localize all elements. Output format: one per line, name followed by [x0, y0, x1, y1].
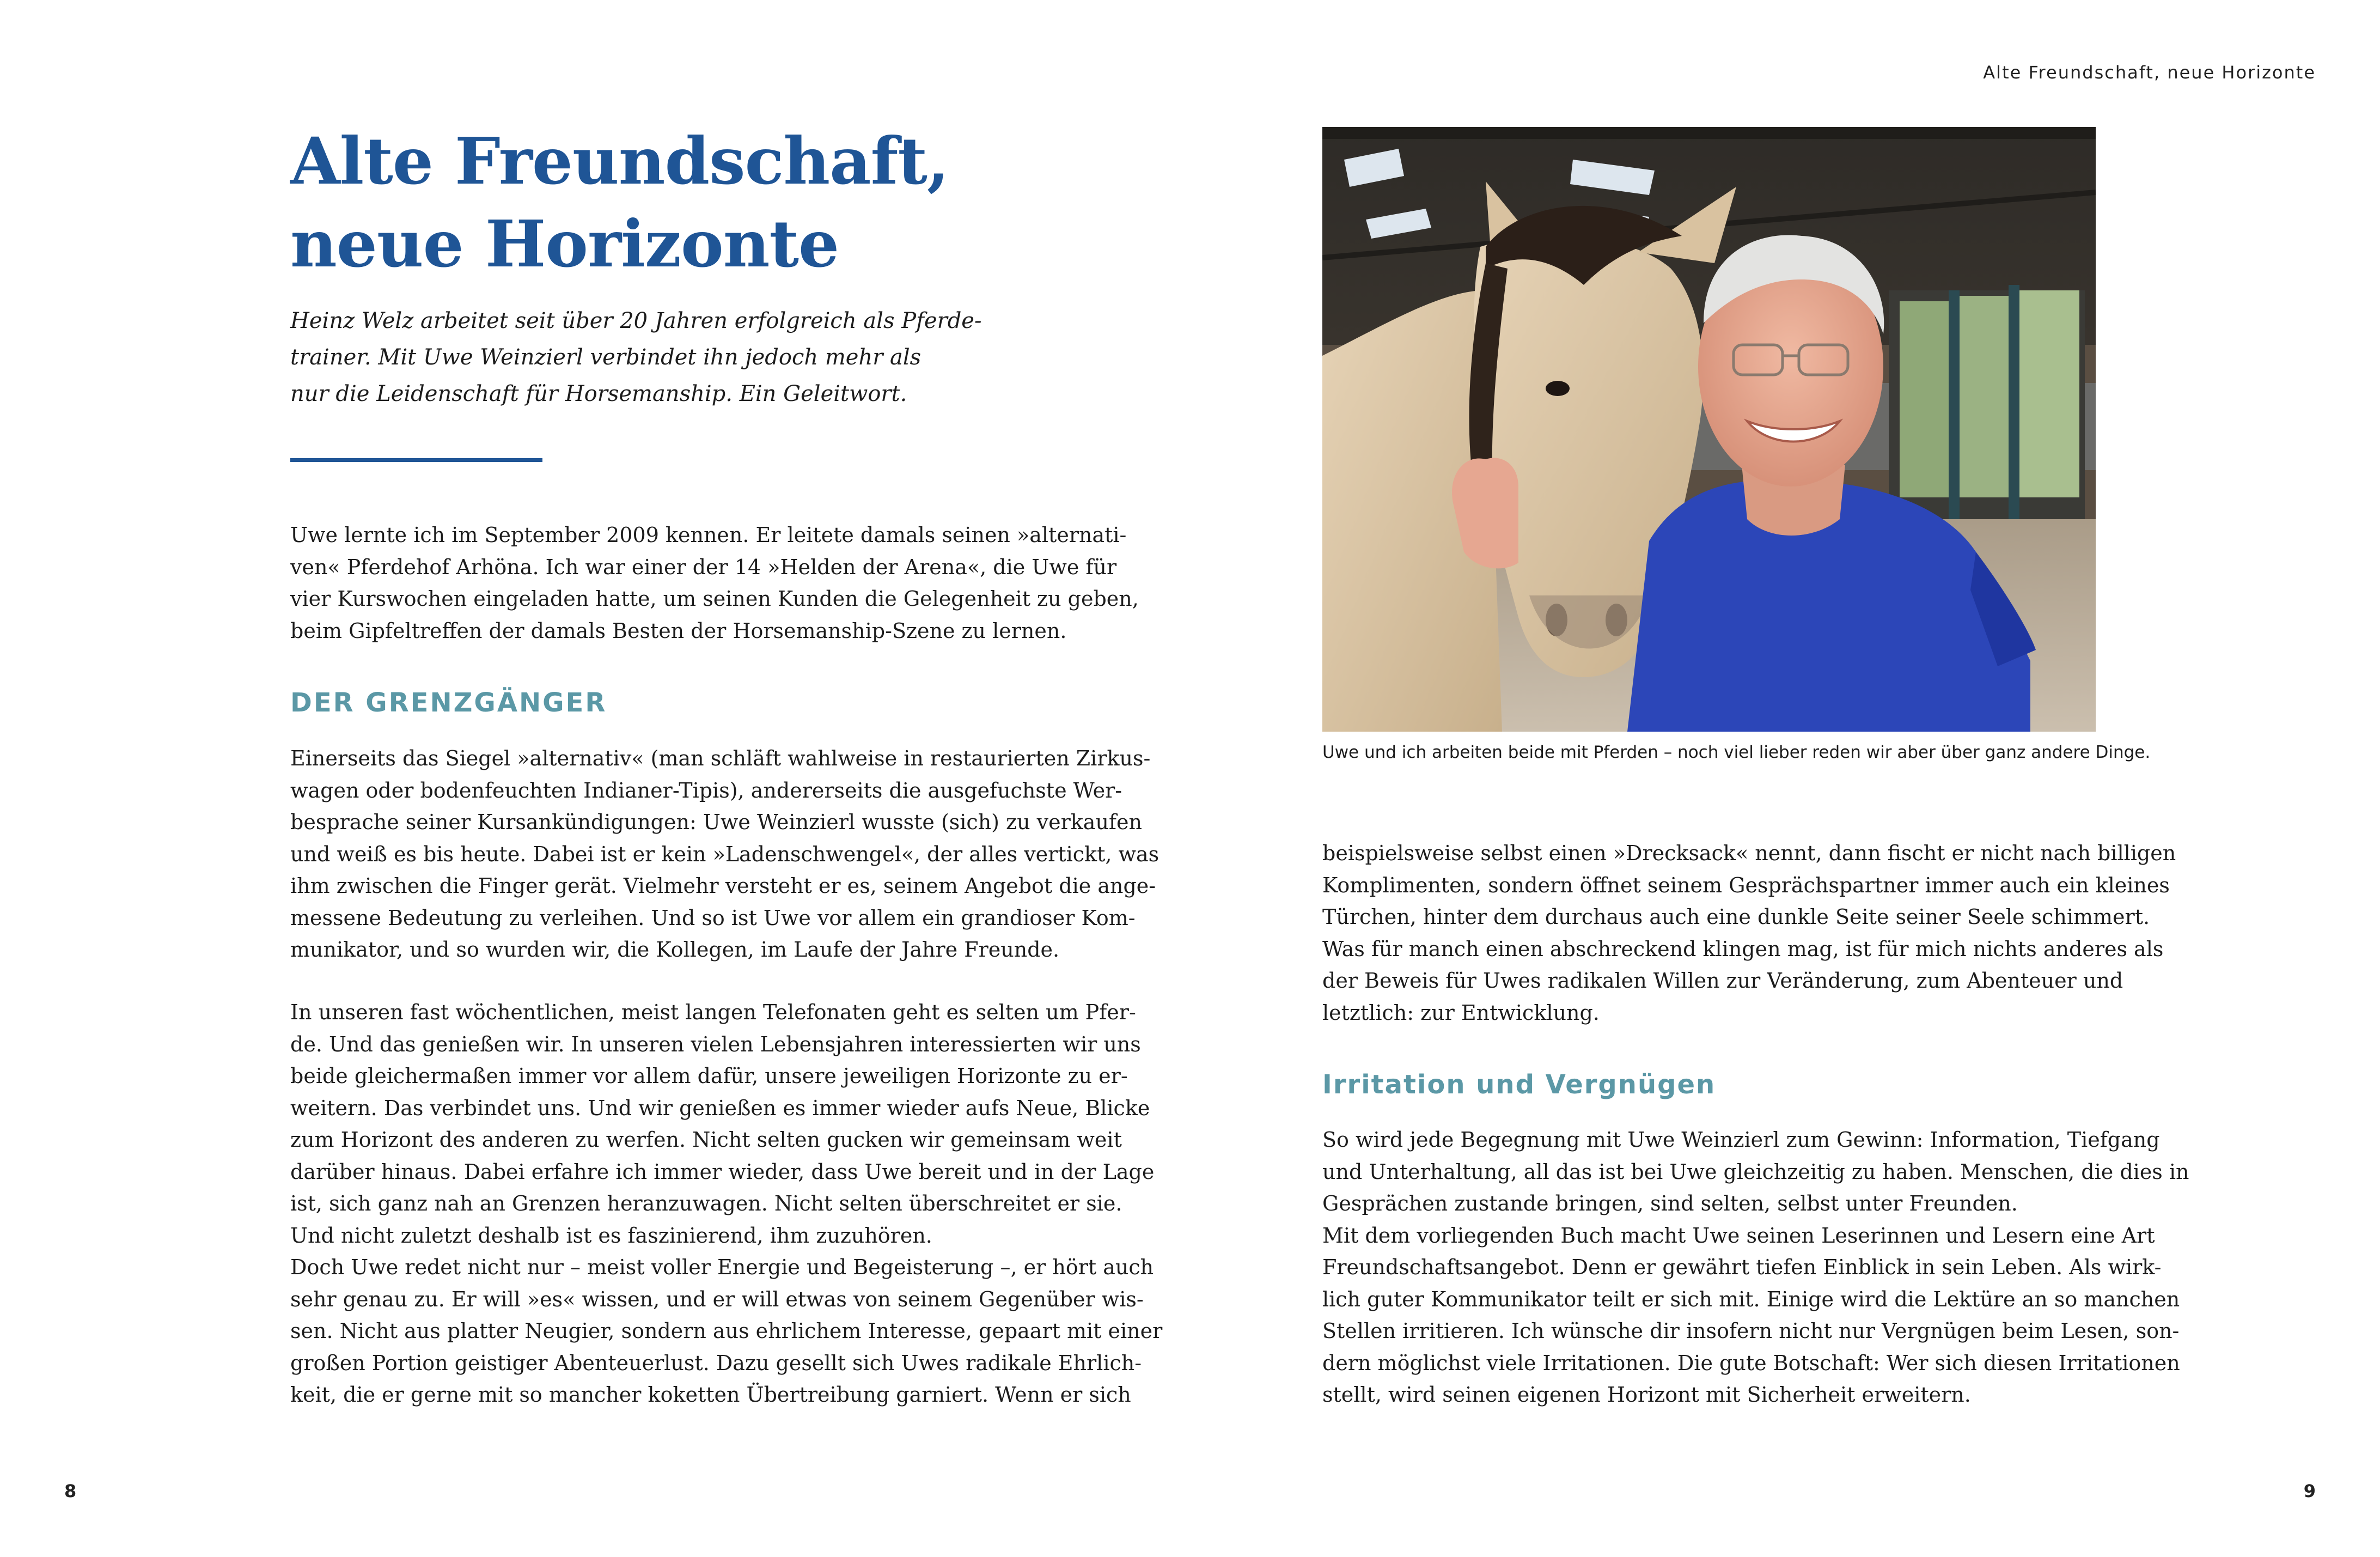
text-line: sen. Nicht aus platter Neugier, sondern aus ehrlichem Interesse, gepaart mit einer	[290, 1319, 1163, 1343]
text-line: und weiß es bis heute. Dabei ist er kein »Ladenschwengel«, der alles vertickt, was	[290, 842, 1160, 866]
text-line: der Beweis für Uwes radikalen Willen zur Veränderung, zum Abenteuer und	[1322, 969, 2123, 993]
text-line: ven« Pferdehof Arhöna. Ich war einer der 14 »Helden der Arena«, die Uwe für	[290, 555, 1117, 579]
page-number-left: 8	[64, 1481, 77, 1501]
text-line: Komplimenten, sondern öffnet seinem Gesprächspartner immer auch ein kleines	[1322, 873, 2170, 897]
right-paragraph-1-block	[1322, 837, 2176, 1029]
text-line: sehr genau zu. Er will »es« wissen, und er will etwas von seinem Gegenüber wis-	[290, 1287, 1144, 1311]
section2-paragraph-block	[1322, 1124, 2189, 1411]
section1-paragraph-2-block	[290, 996, 1163, 1411]
text-line: letztlich: zur Entwicklung.	[1322, 1000, 1600, 1025]
text-line: Einerseits das Siegel »alternativ« (man schläft wahlweise in restaurierten Zirkus-	[290, 746, 1151, 770]
section-heading-irritation: Irritation und Vergnügen	[1322, 1069, 1716, 1100]
lead-line: trainer. Mit Uwe Weinzierl verbindet ihn jedoch mehr als	[290, 345, 922, 370]
running-head: Alte Freundschaft, neue Horizonte	[1983, 62, 2316, 83]
title-line-1: Alte Freundschaft,	[290, 123, 949, 199]
text-line: und Unterhaltung, all das ist bei Uwe gleichzeitig zu haben. Menschen, die dies in	[1322, 1159, 2189, 1184]
text-line: Türchen, hinter dem durchaus auch eine dunkle Seite seiner Seele schimmert.	[1322, 905, 2150, 929]
text-line: Freundschaftsangebot. Denn er gewährt tiefen Einblick in sein Leben. Als wirk-	[1322, 1255, 2162, 1279]
text-line: Doch Uwe redet nicht nur – meist voller Energie und Begeisterung –, er hört auch	[290, 1255, 1154, 1279]
title-line-2: neue Horizonte	[290, 206, 839, 282]
text-line: großen Portion geistiger Abenteuerlust. Dazu gesellt sich Uwes radikale Ehrlich-	[290, 1351, 1142, 1375]
text-line: Mit dem vorliegenden Buch macht Uwe seinen Leserinnen und Lesern eine Art	[1322, 1223, 2155, 1248]
text-line: Gesprächen zustande bringen, sind selten, selbst unter Freunden.	[1322, 1191, 2018, 1215]
lead-paragraph	[290, 303, 998, 412]
intro-block	[290, 519, 1139, 647]
right-paragraph-1	[1322, 837, 2176, 1029]
photo-man-with-horse	[1322, 127, 2096, 732]
text-line: dern möglichst viele Irritationen. Die gute Botschaft: Wer sich diesen Irritationen	[1322, 1351, 2180, 1375]
text-line: de. Und das genießen wir. In unseren vielen Lebensjahren interessierten wir uns	[290, 1032, 1141, 1056]
text-line: Uwe lernte ich im September 2009 kennen. Er leitete damals seinen »alternati-	[290, 523, 1127, 547]
lead-line: nur die Leidenschaft für Horsemanship. Ein Geleitwort.	[290, 381, 907, 406]
title-divider-rule	[290, 458, 542, 462]
section2-paragraph	[1322, 1124, 2189, 1411]
photo-caption: Uwe und ich arbeiten beide mit Pferden – noch viel lieber reden wir aber über ganz andere Dinge.	[1322, 743, 2151, 762]
text-line: In unseren fast wöchentlichen, meist langen Telefonaten geht es selten um Pfer-	[290, 1000, 1136, 1024]
text-line: ihm zwischen die Finger gerät. Vielmehr versteht er es, seinem Angebot die ange-	[290, 874, 1156, 898]
text-line: weitern. Das verbindet uns. Und wir genießen es immer wieder aufs Neue, Blicke	[290, 1096, 1150, 1120]
intro-paragraph	[290, 519, 1139, 647]
text-line: wagen oder bodenfeuchten Indianer-Tipis), andererseits die ausgefuchste Wer-	[290, 778, 1122, 802]
text-line: munikator, und so wurden wir, die Kollegen, im Laufe der Jahre Freunde.	[290, 938, 1060, 962]
text-line: lich guter Kommunikator teilt er sich mit. Einige wird die Lektüre an so manchen	[1322, 1287, 2180, 1311]
text-line: Was für manch einen abschreckend klingen mag, ist für mich nichts anderes als	[1322, 936, 2164, 961]
text-line: beide gleichermaßen immer vor allem dafür, unsere jeweiligen Horizonte zu er-	[290, 1064, 1128, 1088]
text-line: besprache seiner Kursankündigungen: Uwe Weinzierl wusste (sich) zu verkaufen	[290, 810, 1142, 834]
text-line: stellt, wird seinen eigenen Horizont mit Sicherheit erweitern.	[1322, 1383, 1971, 1407]
lead-line: Heinz Welz arbeitet seit über 20 Jahren erfolgreich als Pferde-	[290, 308, 982, 333]
section1-paragraph-1	[290, 743, 1160, 966]
section-heading-grenzgaenger: DER GRENZGÄNGER	[290, 688, 607, 718]
text-line: keit, die er gerne mit so mancher koketten Übertreibung garniert. Wenn er sich	[290, 1383, 1131, 1407]
text-line: vier Kurswochen eingeladen hatte, um seinen Kunden die Gelegenheit zu geben,	[290, 587, 1139, 611]
text-line: beispielsweise selbst einen »Drecksack« nennt, dann fischt er nicht nach billigen	[1322, 841, 2176, 865]
text-line: ist, sich ganz nah an Grenzen heranzuwagen. Nicht selten überschreitet er sie.	[290, 1191, 1122, 1215]
section1-paragraph-2	[290, 996, 1163, 1411]
article-title	[290, 120, 1053, 285]
text-line: beim Gipfeltreffen der damals Besten der Horsemanship-Szene zu lernen.	[290, 618, 1067, 643]
section1-paragraph-1-block	[290, 743, 1160, 966]
text-line: zum Horizont des anderen zu werfen. Nicht selten gucken wir gemeinsam weit	[290, 1128, 1122, 1152]
text-line: Und nicht zuletzt deshalb ist es faszinierend, ihm zuzuhören.	[290, 1223, 932, 1248]
text-line: messene Bedeutung zu verleihen. Und so ist Uwe vor allem ein grandioser Kom-	[290, 905, 1136, 930]
text-line: darüber hinaus. Dabei erfahre ich immer wieder, dass Uwe bereit und in der Lage	[290, 1159, 1155, 1184]
text-line: Stellen irritieren. Ich wünsche dir insofern nicht nur Vergnügen beim Lesen, son-	[1322, 1319, 2180, 1343]
text-line: So wird jede Begegnung mit Uwe Weinzierl zum Gewinn: Information, Tiefgang	[1322, 1128, 2160, 1152]
page-number-right: 9	[2303, 1481, 2316, 1501]
